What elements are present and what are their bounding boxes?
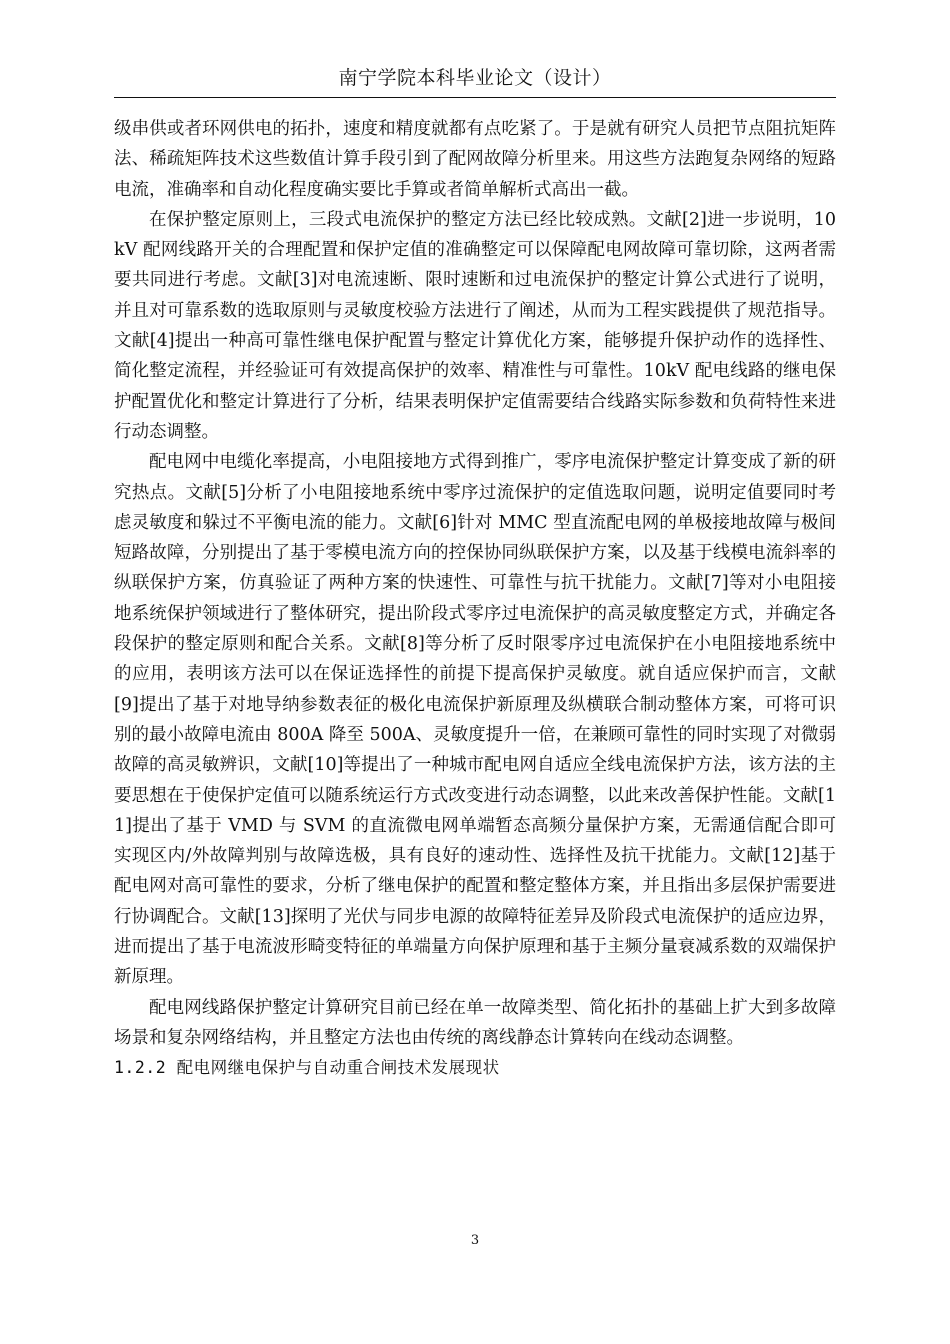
section-heading: 1.2.2 配电网继电保护与自动重合闸技术发展现状 xyxy=(114,1058,500,1078)
paragraph-summary: 配电网线路保护整定计算研究目前已经在单一故障类型、简化拓扑的基础上扩大到多故障场景和复杂网络结构，并且整定方法也由传统的离线静态计算转向在线动态调整。 xyxy=(114,997,836,1048)
page-header: 南宁学院本科毕业论文（设计） xyxy=(338,67,612,89)
body-text xyxy=(114,114,836,1084)
paragraph-protection-setting: 在保护整定原则上，三段式电流保护的整定方法已经比较成熟。文献[2]进一步说明，10kV 配网线路开关的合理配置和保护定值的准确整定可以保障配电网故障可靠切除，这两者需要共同进行考虑。文献[3]对电流速断、限时速断和过电流保护的整定计算公式进行了说明，并且对可靠系数的选取原则与灵敏度校验方法进行了阐述，从而为工程实践提供了规范指导。文献[4]提出一种高可靠性继电保护配置与整定计算优化方案，能够提升保护动作的选择性、简化整定流程，并经验证可有效提高保护的效率、精准性与可靠性。10kV 配电线路的继电保护配置优化和整定计算进行了分析，结果表明保护定值需要结合线路实际参数和负荷特性来进行动态调整。 xyxy=(114,209,836,442)
page-number: 3 xyxy=(470,1233,480,1248)
paragraph-zero-sequence: 配电网中电缆化率提高，小电阻接地方式得到推广，零序电流保护整定计算变成了新的研究热点。文献[5]分析了小电阻接地系统中零序过流保护的定值选取问题，说明定值要同时考虑灵敏度和躲过不平衡电流的能力。文献[6]针对 MMC 型直流配电网的单极接地故障与极间短路故障，分别提出了基于零模电流方向的控保协同纵联保护方案，以及基于线模电流斜率的纵联保护方案，仿真验证了两种方案的快速性、可靠性与抗干扰能力。文献[7]等对小电阻接地系统保护领域进行了整体研究，提出阶段式零序过电流保护的高灵敏度整定方式，并确定各段保护的整定原则和配合关系。文献[8]等分析了反时限零序过电流保护在小电阻接地系统中的应用，表明该方法可以在保证选择性的前提下提高保护灵敏度。就自适应保护而言，文献[9]提出了基于对地导纳参数表征的极化电流保护新原理及纵横联合制动整体方案，可将可识别的最小故障电流由 800A 降至 500A、灵敏度提升一倍，在兼顾可靠性的同时实现了对微弱故障的高灵敏辨识，文献[10]等提出了一种城市配电网自适应全线电流保护方法，该方法的主要思想在于使保护定值可以随系统运行方式改变进行动态调整，以此来改善保护性能。文献[11]提出了基于 VMD 与 SVM 的直流微电网单端暂态高频分量保护方案，无需通信配合即可实现区内/外故障判别与故障选极，具有良好的速动性、选择性及抗干扰能力。文献[12]基于配电网对高可靠性的要求，分析了继电保护的配置和整定整体方案，并且指出多层保护需要进行协调配合。文献[13]探明了光伏与同步电源的故障特征差异及阶段式电流保护的适应边界，进而提出了基于电流波形畸变特征的单端量方向保护原理和基于主频分量衰减系数的双端保护新原理。 xyxy=(114,452,836,988)
header-rule xyxy=(114,97,836,98)
paragraph-continuation: 级串供或者环网供电的拓扑，速度和精度就都有点吃紧了。于是就有研究人员把节点阻抗矩阵法、稀疏矩阵技术这些数值计算手段引到了配网故障分析里来。用这些方法跑复杂网络的短路电流，准确率和自动化程度确实要比手算或者简单解析式高出一截。 xyxy=(114,119,836,200)
